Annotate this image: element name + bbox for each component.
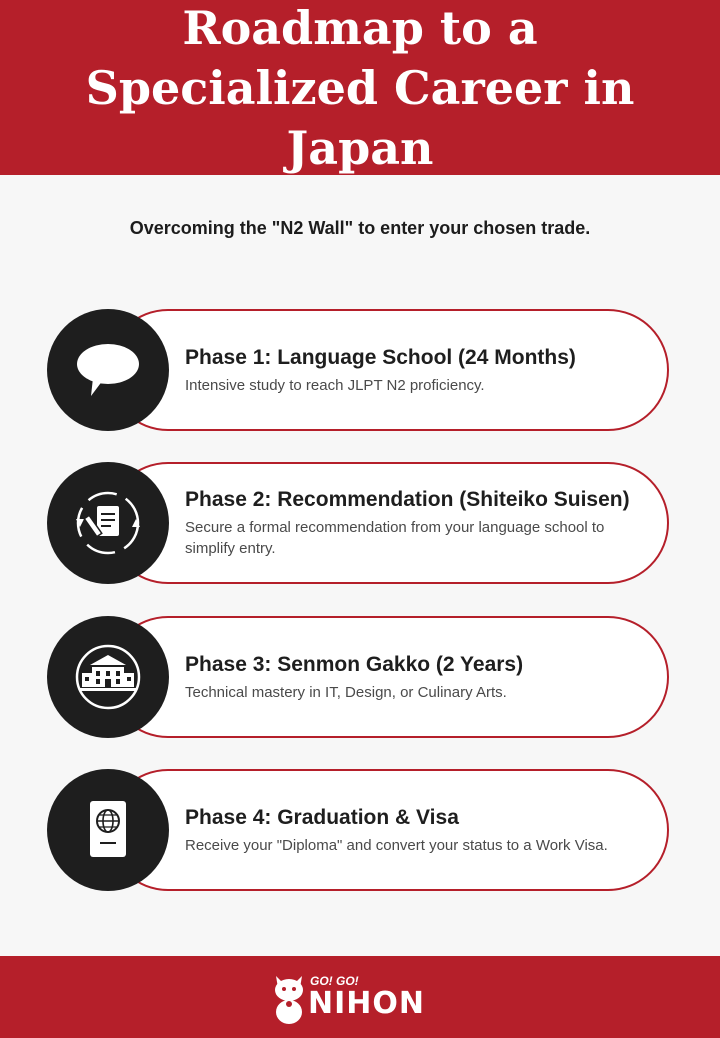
school-building-icon bbox=[70, 639, 146, 715]
phase-card-4 bbox=[47, 769, 669, 891]
phase-icon-circle bbox=[47, 769, 169, 891]
phase-card-1 bbox=[47, 309, 669, 431]
phase-description: Intensive study to reach JLPT N2 proficiency. bbox=[185, 376, 485, 394]
phase-icon-circle bbox=[47, 616, 169, 738]
phase-icon-circle bbox=[47, 462, 169, 584]
logo-tagline: GO! GO! bbox=[310, 974, 359, 988]
lucky-cat-icon bbox=[272, 972, 306, 1024]
page-subtitle: Overcoming the "N2 Wall" to enter your chosen trade. bbox=[129, 218, 591, 238]
header-banner bbox=[0, 0, 720, 175]
phase-title: Phase 4: Graduation & Visa bbox=[185, 805, 459, 829]
phase-title: Phase 2: Recommendation (Shiteiko Suisen) bbox=[185, 488, 630, 511]
phase-title: Phase 1: Language School (24 Months) bbox=[185, 345, 576, 369]
logo-wordmark: NIHON bbox=[308, 986, 425, 1021]
phase-title: Phase 3: Senmon Gakko (2 Years) bbox=[185, 652, 524, 676]
phase-card-2 bbox=[47, 462, 669, 584]
page-title: Roadmap to a Specialized Career in Japan bbox=[85, 0, 635, 175]
phase-description: Receive your "Diploma" and convert your status to a Work Visa. bbox=[185, 836, 608, 854]
brand-logo[interactable] bbox=[272, 970, 452, 1026]
phase-icon-circle bbox=[47, 309, 169, 431]
phase-description: Technical mastery in IT, Design, or Culinary Arts. bbox=[185, 683, 507, 701]
document-pen-icon bbox=[70, 485, 146, 561]
phase-description: Secure a formal recommendation from your language school to simplify entry. bbox=[185, 519, 605, 557]
phase-card-3 bbox=[47, 616, 669, 738]
speech-bubble-icon bbox=[73, 340, 143, 400]
passport-icon bbox=[78, 795, 138, 865]
